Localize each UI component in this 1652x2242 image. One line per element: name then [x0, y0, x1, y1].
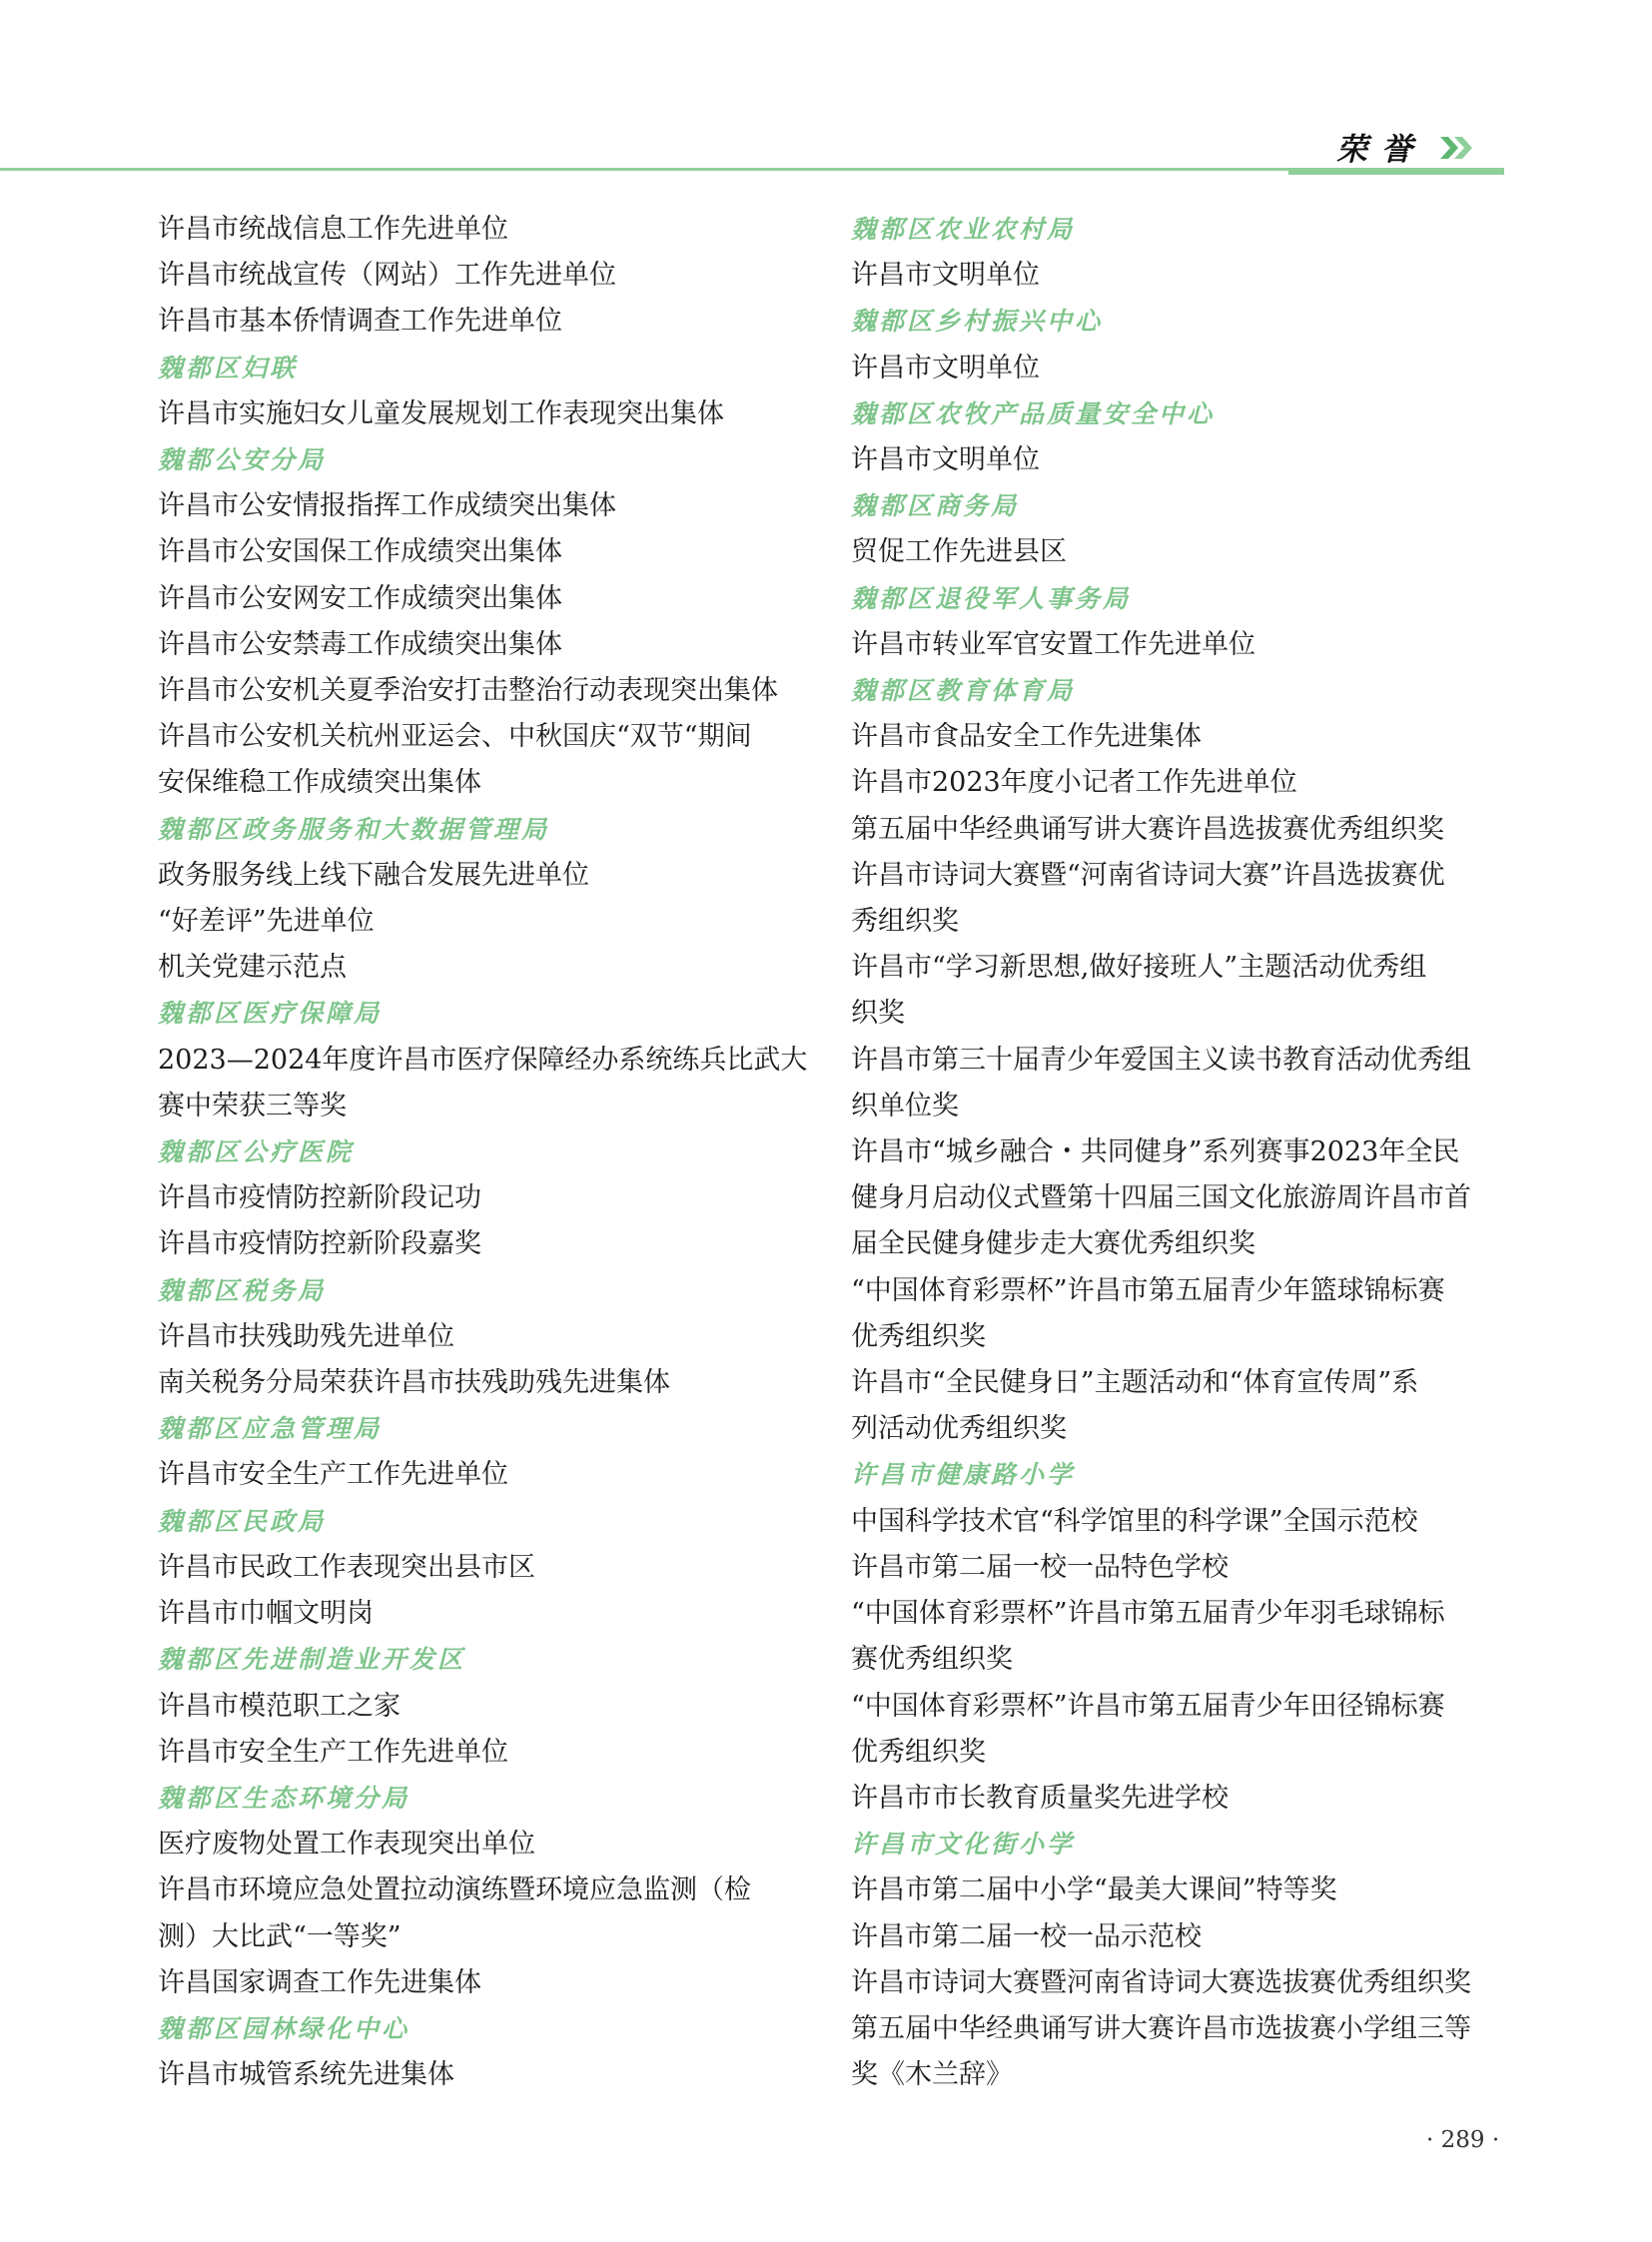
organization-heading: 魏都区乡村振兴中心: [851, 307, 1104, 337]
award-line: 许昌市安全生产工作先进单位: [158, 1459, 508, 1491]
award-line: 许昌市公安禁毒工作成绩突出集体: [158, 628, 562, 660]
award-line: 许昌市公安国保工作成绩突出集体: [158, 536, 562, 568]
award-line: 政务服务线上线下融合发展先进单位: [158, 859, 589, 891]
award-line: 许昌市公安机关杭州亚运会、中秋国庆“双节“期间: [158, 721, 752, 753]
award-line: 许昌市模范职工之家: [158, 1690, 401, 1722]
award-line: “中国体育彩票杯”许昌市第五届青少年羽毛球锦标: [851, 1598, 1445, 1630]
award-line: “中国体育彩票杯”许昌市第五届青少年篮球锦标赛: [851, 1274, 1445, 1306]
organization-heading: 魏都区先进制造业开发区: [158, 1645, 466, 1675]
award-line: 许昌市文明单位: [851, 352, 1040, 383]
award-line: 许昌市第二届一校一品特色学校: [851, 1551, 1229, 1583]
organization-heading: 魏都区农业农村局: [851, 215, 1076, 244]
award-line: “好差评”先进单位: [158, 906, 375, 938]
award-line: 许昌市食品安全工作先进集体: [851, 721, 1202, 753]
organization-heading: 魏都区应急管理局: [158, 1414, 383, 1444]
award-line: 许昌国家调查工作先进集体: [158, 1966, 481, 1998]
page-number: · 289 ·: [1426, 2127, 1500, 2153]
award-line: 许昌市基本侨情调查工作先进单位: [158, 306, 562, 338]
award-line: 秀组织奖: [851, 906, 959, 938]
award-line: 织单位奖: [851, 1090, 959, 1121]
award-line: 许昌市2023年度小记者工作先进单位: [851, 767, 1297, 799]
award-line: 第五届中华经典诵写讲大赛许昌选拔赛优秀组织奖: [851, 813, 1444, 845]
award-line: 许昌市公安网安工作成绩突出集体: [158, 582, 562, 614]
award-line: 许昌市环境应急处置拉动演练暨环境应急监测（检: [158, 1874, 751, 1906]
organization-heading: 魏都区农牧产品质量安全中心: [851, 398, 1216, 428]
award-line: 机关党建示范点: [158, 952, 347, 984]
award-line: 奖《木兰辞》: [851, 2059, 1013, 2091]
award-line: 许昌市城管系统先进集体: [158, 2059, 454, 2091]
organization-heading: 魏都区商务局: [851, 491, 1020, 521]
award-line: 贸促工作先进县区: [851, 536, 1067, 568]
organization-heading: 魏都区退役军人事务局: [851, 583, 1132, 613]
organization-heading: 魏都区政务服务和大数据管理局: [158, 814, 550, 844]
header-tab-rule: [1288, 171, 1504, 175]
award-line: 许昌市实施妇女儿童发展规划工作表现突出集体: [158, 397, 724, 429]
award-line: 赛优秀组织奖: [851, 1644, 1013, 1676]
organization-heading: 魏都区民政局: [158, 1506, 327, 1536]
award-line: 许昌市转业军官安置工作先进单位: [851, 628, 1255, 660]
award-line: 许昌市“学习新思想,做好接班人”主题活动优秀组: [851, 952, 1427, 984]
award-line: 许昌市诗词大赛暨河南省诗词大赛选拔赛优秀组织奖: [851, 1966, 1471, 1998]
organization-heading: 魏都区公疗医院: [158, 1137, 355, 1167]
award-line: 许昌市市长教育质量奖先进学校: [851, 1782, 1229, 1814]
organization-heading: 许昌市健康路小学: [851, 1460, 1076, 1490]
award-line: 许昌市文明单位: [851, 444, 1040, 476]
double-chevron-icon: [1438, 134, 1478, 162]
award-line: 许昌市疫情防控新阶段记功: [158, 1182, 481, 1214]
award-line: 优秀组织奖: [851, 1736, 986, 1768]
organization-heading: 魏都区税务局: [158, 1275, 327, 1305]
organization-heading: 魏都公安分局: [158, 445, 327, 475]
award-line: 测）大比武“一等奖”: [158, 1920, 402, 1952]
organization-heading: 魏都区教育体育局: [851, 676, 1076, 706]
award-line: 许昌市“城乡融合・共同健身”系列赛事2023年全民: [851, 1136, 1460, 1168]
award-line: 赛中荣获三等奖: [158, 1090, 347, 1121]
organization-heading: 许昌市文化街小学: [851, 1830, 1076, 1860]
award-line: 健身月启动仪式暨第十四届三国文化旅游周许昌市首: [851, 1182, 1471, 1214]
section-title: 荣誉: [1336, 132, 1426, 168]
award-line: 许昌市诗词大赛暨“河南省诗词大赛”许昌选拔赛优: [851, 859, 1445, 891]
award-line: 许昌市公安情报指挥工作成绩突出集体: [158, 490, 616, 522]
award-line: 许昌市文明单位: [851, 260, 1040, 292]
award-line: 2023—2024年度许昌市医疗保障经办系统练兵比武大: [158, 1044, 808, 1076]
award-line: 许昌市巾帼文明岗: [158, 1598, 374, 1630]
award-line: 届全民健身健步走大赛优秀组织奖: [851, 1228, 1255, 1260]
award-line: 许昌市公安机关夏季治安打击整治行动表现突出集体: [158, 675, 778, 707]
organization-heading: 魏都区生态环境分局: [158, 1783, 411, 1813]
award-line: 安保维稳工作成绩突出集体: [158, 767, 481, 799]
award-line: 许昌市第三十届青少年爱国主义读书教育活动优秀组: [851, 1044, 1471, 1076]
award-line: 许昌市“全民健身日”主题活动和“体育宣传周”系: [851, 1367, 1419, 1399]
award-line: “中国体育彩票杯”许昌市第五届青少年田径锦标赛: [851, 1690, 1445, 1722]
award-line: 许昌市安全生产工作先进单位: [158, 1736, 508, 1768]
award-line: 优秀组织奖: [851, 1320, 986, 1352]
organization-heading: 魏都区医疗保障局: [158, 999, 383, 1029]
award-line: 许昌市第二届中小学“最美大课间”特等奖: [851, 1874, 1337, 1906]
award-line: 许昌市统战宣传（网站）工作先进单位: [158, 260, 616, 292]
award-line: 许昌市民政工作表现突出县市区: [158, 1551, 535, 1583]
award-line: 许昌市第二届一校一品示范校: [851, 1920, 1202, 1952]
award-line: 中国科学技术官“科学馆里的科学课”全国示范校: [851, 1505, 1418, 1537]
award-line: 织奖: [851, 998, 905, 1030]
left-column: [158, 207, 817, 2098]
header-rule: [0, 168, 1504, 171]
award-line: 许昌市疫情防控新阶段嘉奖: [158, 1228, 481, 1260]
award-line: 南关税务分局荣获许昌市扶残助残先进集体: [158, 1367, 670, 1399]
award-line: 列活动优秀组织奖: [851, 1413, 1067, 1445]
award-line: 许昌市统战信息工作先进单位: [158, 214, 508, 245]
award-line: 许昌市扶残助残先进单位: [158, 1320, 454, 1352]
organization-heading: 魏都区妇联: [158, 353, 299, 382]
organization-heading: 魏都区园林绿化中心: [158, 2013, 411, 2043]
right-column: [851, 207, 1500, 2098]
award-line: 第五届中华经典诵写讲大赛许昌市选拔赛小学组三等: [851, 2012, 1471, 2044]
award-line: 医疗废物处置工作表现突出单位: [158, 1829, 535, 1861]
